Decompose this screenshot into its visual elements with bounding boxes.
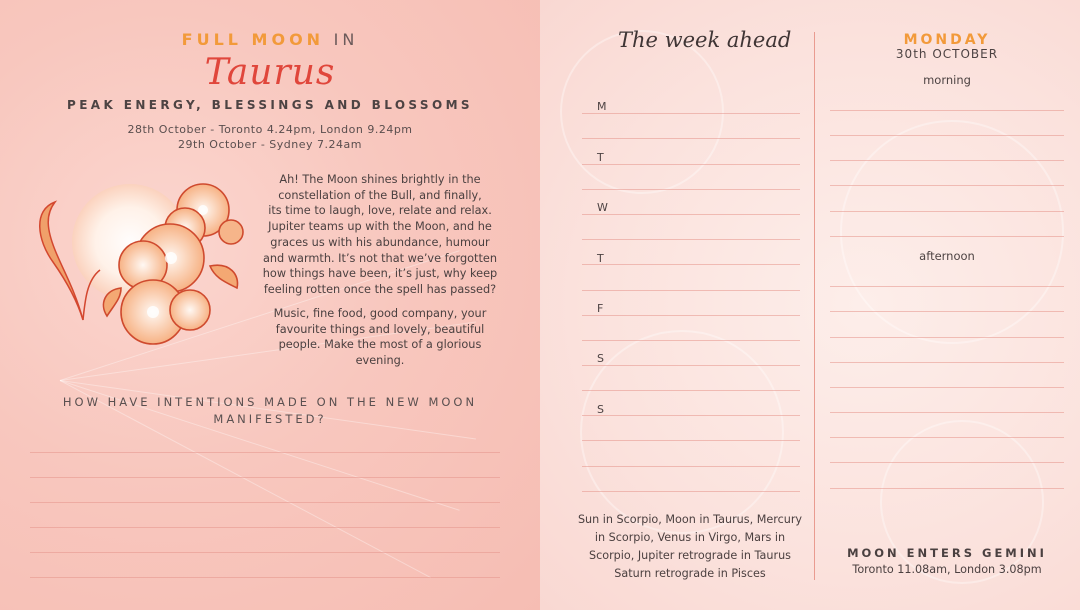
- afternoon-label: afternoon: [919, 249, 975, 263]
- moon-enters-times: Toronto 11.08am, London 3.08pm: [852, 563, 1042, 576]
- paragraph-1-line: Jupiter teams up with the Moon, and he: [268, 220, 492, 234]
- date-line-2: 29th October - Sydney 7.24am: [178, 138, 362, 151]
- writing-line[interactable]: [30, 577, 500, 578]
- monday-line[interactable]: [830, 110, 1064, 111]
- subtitle: PEAK ENERGY, BLESSINGS AND BLOSSOMS: [67, 98, 473, 112]
- writing-line[interactable]: [30, 477, 500, 478]
- week-line[interactable]: [582, 264, 800, 265]
- paragraph-2-line: evening.: [355, 354, 405, 368]
- full-moon-blossom-illustration: [25, 170, 255, 370]
- paragraph-1-line: and warmth. It’s not that we’ve forgotten: [262, 251, 498, 265]
- page-title: [0, 30, 540, 49]
- writing-line[interactable]: [30, 452, 500, 453]
- paragraph-2-line: favourite things and lovely, beautiful: [275, 322, 485, 336]
- paragraph-1-line: feeling rotten once the spell has passed?: [263, 282, 497, 296]
- week-line[interactable]: [582, 214, 800, 215]
- day-letter-sat: S: [597, 352, 604, 365]
- decor-swirl: [560, 30, 724, 194]
- day-letter-fri: F: [597, 302, 604, 315]
- planet-positions: [575, 511, 805, 583]
- week-line[interactable]: [582, 340, 800, 341]
- paragraph-2-line: people. Make the most of a glorious: [278, 338, 482, 352]
- week-line[interactable]: [582, 440, 800, 441]
- monday-line[interactable]: [830, 185, 1064, 186]
- monday-line[interactable]: [830, 412, 1064, 413]
- writing-line[interactable]: [30, 502, 500, 503]
- monday-line[interactable]: [830, 160, 1064, 161]
- monday-line[interactable]: [830, 462, 1064, 463]
- paragraph-1: [262, 172, 498, 298]
- moon-enters-heading: MOON ENTERS GEMINI: [847, 546, 1047, 560]
- planet-line: Saturn retrograde in Pisces: [614, 567, 766, 580]
- week-line[interactable]: [582, 315, 800, 316]
- morning-label: morning: [923, 73, 971, 87]
- monday-line[interactable]: [830, 437, 1064, 438]
- monday-line[interactable]: [830, 311, 1064, 312]
- week-line[interactable]: [582, 189, 800, 190]
- monday-line[interactable]: [830, 387, 1064, 388]
- day-letter-mon: M: [597, 100, 607, 113]
- title-in: IN: [333, 30, 359, 49]
- writing-line[interactable]: [30, 527, 500, 528]
- week-line[interactable]: [582, 466, 800, 467]
- paragraph-1-line: Ah! The Moon shines brightly in the: [279, 173, 481, 186]
- week-line[interactable]: [582, 290, 800, 291]
- paragraph-2-line: Music, fine food, good company, your: [273, 307, 487, 320]
- journal-question: [30, 394, 510, 428]
- title-full-moon: FULL MOON: [181, 30, 325, 49]
- week-line[interactable]: [582, 113, 800, 114]
- paragraph-1-line: constellation of the Bull, and finally,: [278, 188, 482, 202]
- question-line-1: HOW HAVE INTENTIONS MADE ON THE NEW MOON: [62, 395, 478, 409]
- week-line[interactable]: [582, 138, 800, 139]
- monday-line[interactable]: [830, 236, 1064, 237]
- week-line[interactable]: [582, 390, 800, 391]
- week-line[interactable]: [582, 365, 800, 366]
- day-name: MONDAY: [903, 32, 991, 48]
- question-line-2: MANIFESTED?: [213, 412, 327, 426]
- day-letter-thu: T: [597, 252, 604, 265]
- week-line[interactable]: [582, 164, 800, 165]
- monday-line[interactable]: [830, 211, 1064, 212]
- monday-line[interactable]: [830, 362, 1064, 363]
- planet-line: Scorpio, Jupiter retrograde in Taurus: [588, 549, 791, 562]
- day-letter-sun: S: [597, 403, 604, 416]
- decor-swirl: [580, 330, 784, 534]
- title-sign: Taurus: [204, 52, 336, 93]
- paragraph-1-line: graces us with his abundance, humour: [270, 235, 490, 249]
- writing-line[interactable]: [30, 552, 500, 553]
- planet-line: Sun in Scorpio, Moon in Taurus, Mercury: [577, 513, 803, 526]
- week-line[interactable]: [582, 415, 800, 416]
- planet-line: in Scorpio, Venus in Virgo, Mars in: [594, 531, 786, 544]
- paragraph-1-line: its time to laugh, love, relate and relax.: [268, 204, 492, 218]
- monday-line[interactable]: [830, 337, 1064, 338]
- week-line[interactable]: [582, 491, 800, 492]
- paragraph-2: [262, 306, 498, 369]
- week-title: The week ahead: [618, 28, 792, 52]
- paragraph-1-line: how things have been, it’s just, why keep: [262, 267, 498, 281]
- date-line-1: 28th October - Toronto 4.24pm, London 9.24pm: [127, 123, 413, 136]
- day-letter-wed: W: [597, 201, 608, 214]
- monday-line[interactable]: [830, 488, 1064, 489]
- monday-line[interactable]: [830, 135, 1064, 136]
- week-line[interactable]: [582, 239, 800, 240]
- column-divider: [814, 32, 815, 580]
- day-date: 30th OCTOBER: [895, 47, 999, 61]
- day-letter-tue: T: [597, 151, 604, 164]
- monday-line[interactable]: [830, 286, 1064, 287]
